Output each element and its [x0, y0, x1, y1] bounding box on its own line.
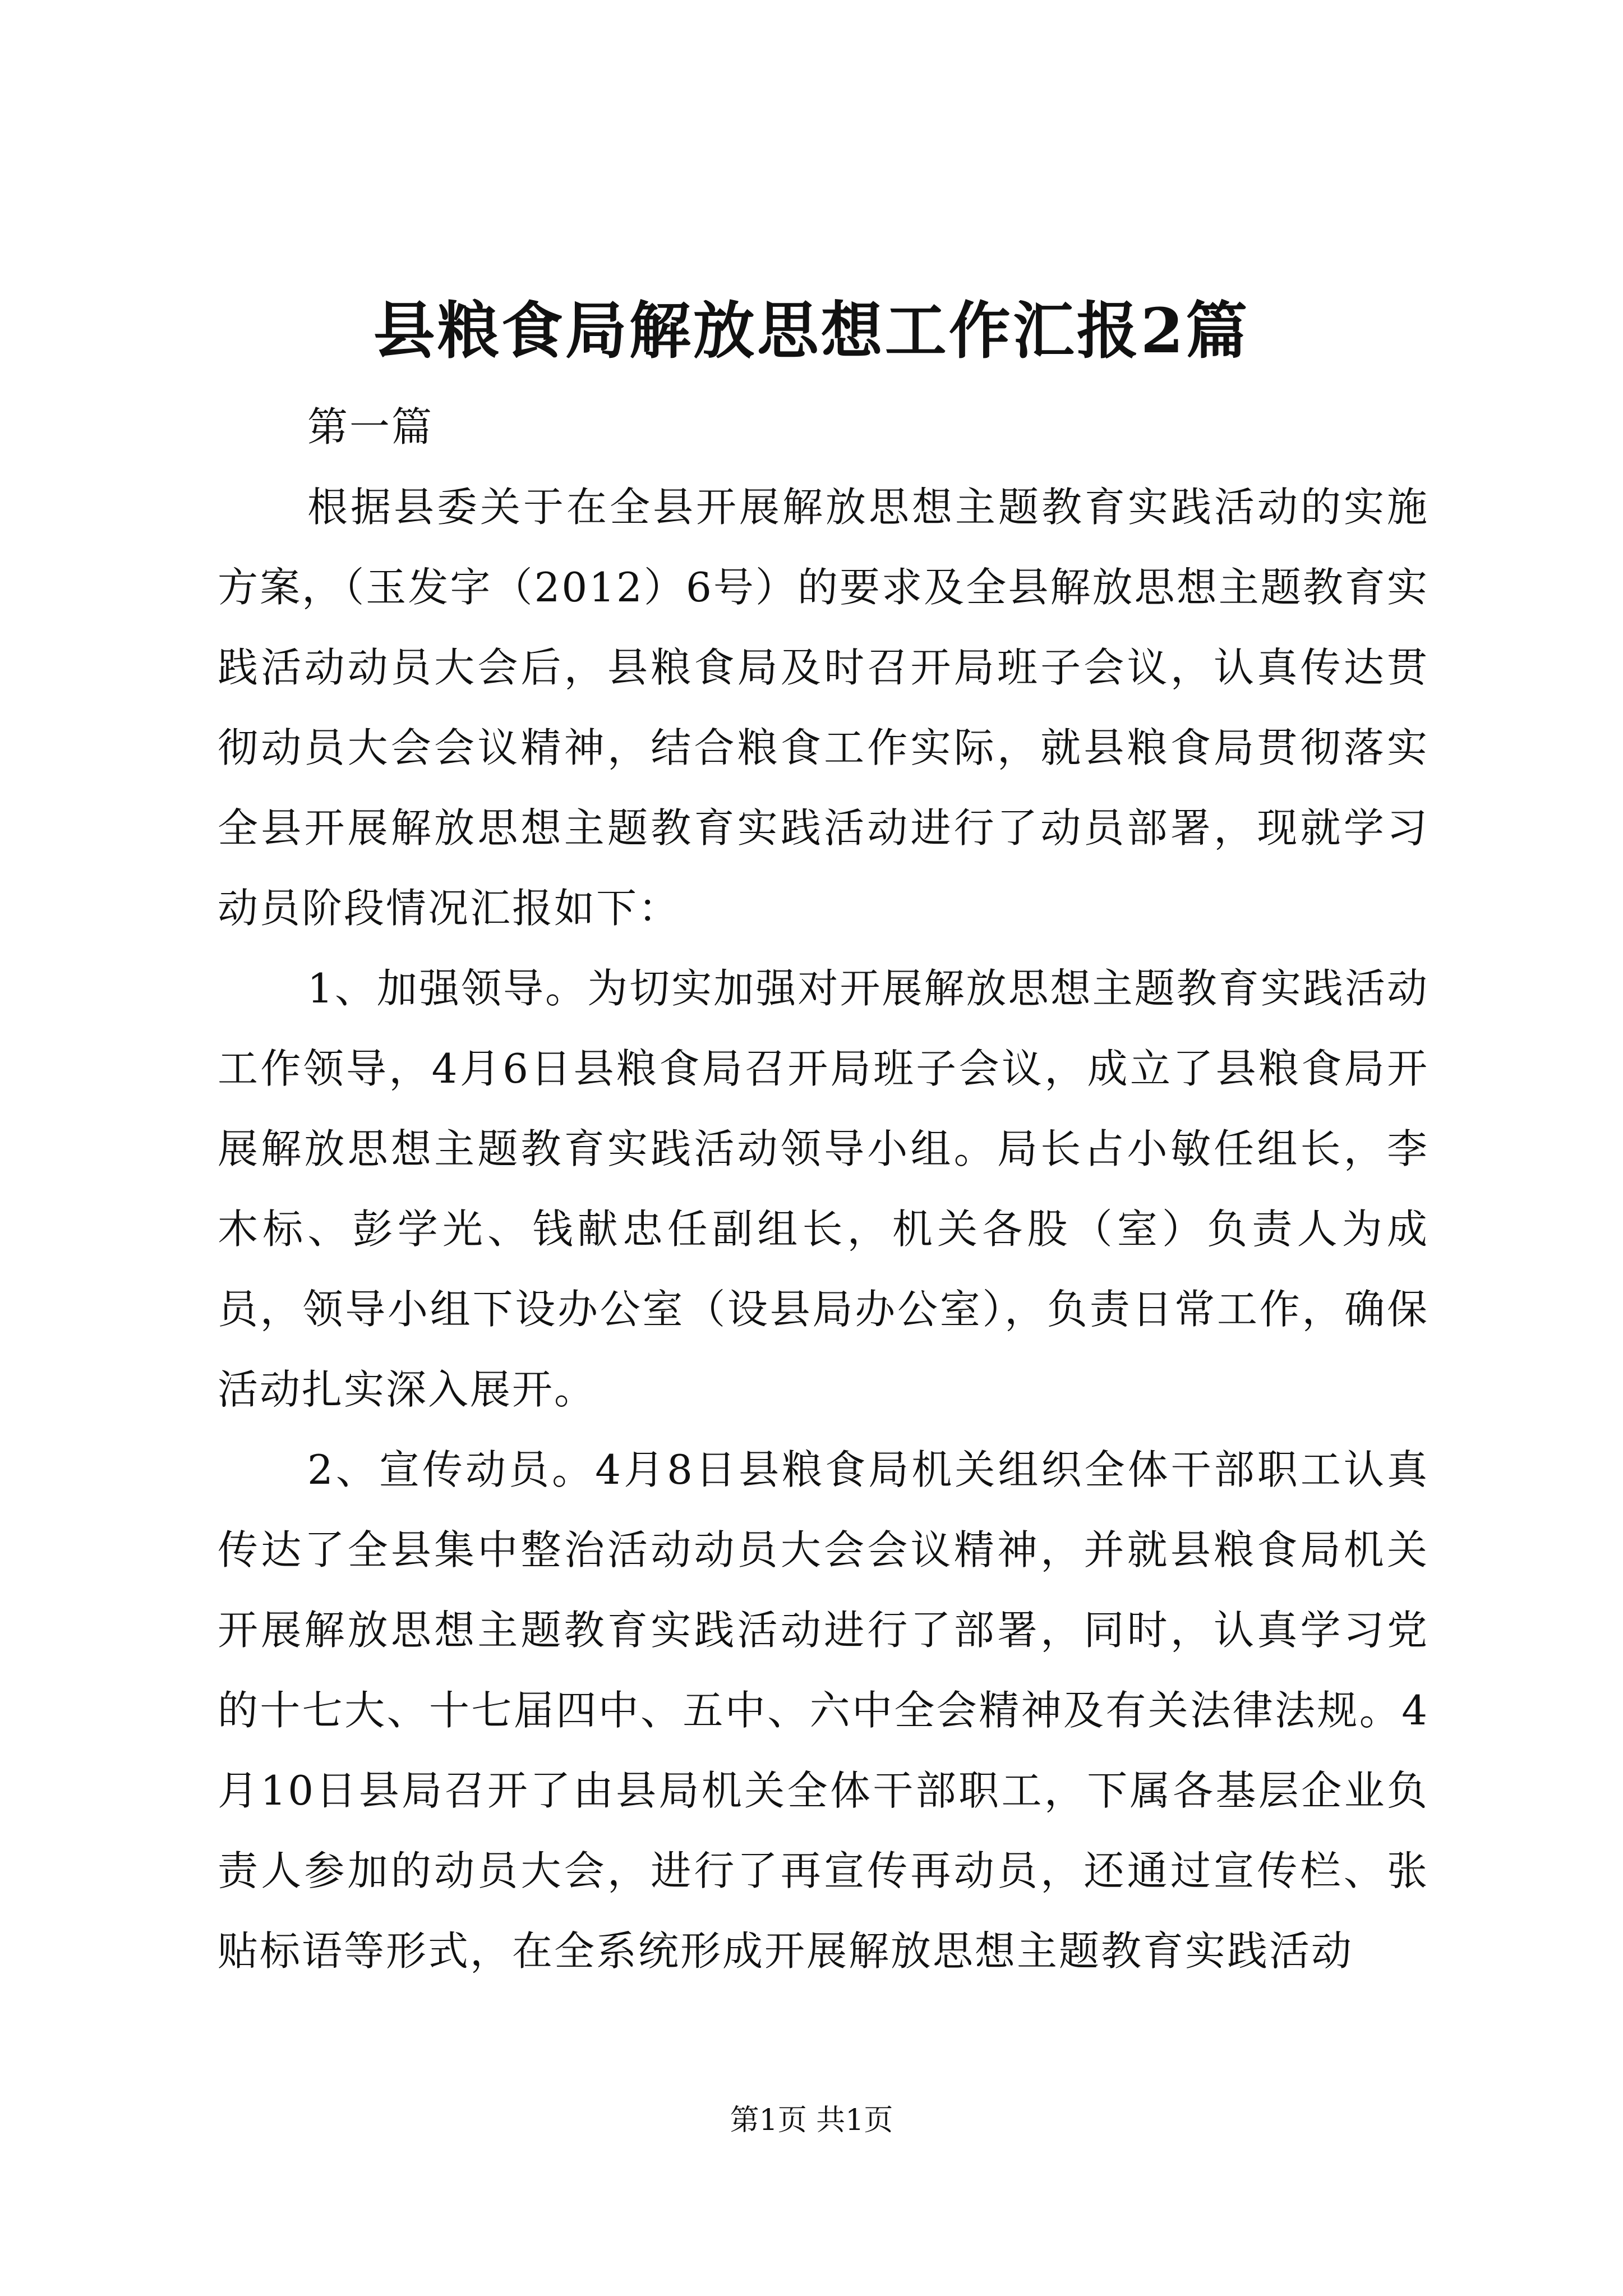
paragraph-leadership: 1、加强领导。为切实加强对开展解放思想主题教育实践活动工作领导，4月6日县粮食局召开局班子会议，成立了县粮食局开展解放思想主题教育实践活动领导小组。局长占小敏任组长，李木标、彭学光、钱献忠任副组长，机关各股（室）负责人为成员，领导小组下设办公室（设县局办公室），负责日常工作，确保活动扎实深入展开。 — [218, 965, 1429, 1413]
document-body — [218, 387, 1429, 1991]
page-footer: 第1页 共1页 — [730, 2104, 893, 2137]
document-title: 县粮食局解放思想工作汇报2篇 — [373, 295, 1250, 367]
paragraph-publicity: 2、宣传动员。4月8日县粮食局机关组织全体干部职工认真传达了全县集中整治活动动员大会会议精神，并就县粮食局机关开展解放思想主题教育实践活动进行了部署，同时，认真学习党的十七大、十七届四中、五中、六中全会精神及有关法律法规。4月10日县局召开了由县局机关全体干部职工，下属各基层企业负责人参加的动员大会，进行了再宣传再动员，还通过宣传栏、张贴标语等形式，在全系统形成开展解放思想主题教育实践活动 — [218, 1446, 1429, 1975]
paragraph-intro: 根据县委关于在全县开展解放思想主题教育实践活动的实施方案，（玉发字（2012）6号）的要求及全县解放思想主题教育实践活动动员大会后，县粮食局及时召开局班子会议，认真传达贯彻动员大会会议精神，结合粮食工作实际，就县粮食局贯彻落实全县开展解放思想主题教育实践活动进行了动员部署，现就学习动员阶段情况汇报如下： — [218, 484, 1429, 932]
section-heading: 第一篇 — [307, 403, 434, 450]
